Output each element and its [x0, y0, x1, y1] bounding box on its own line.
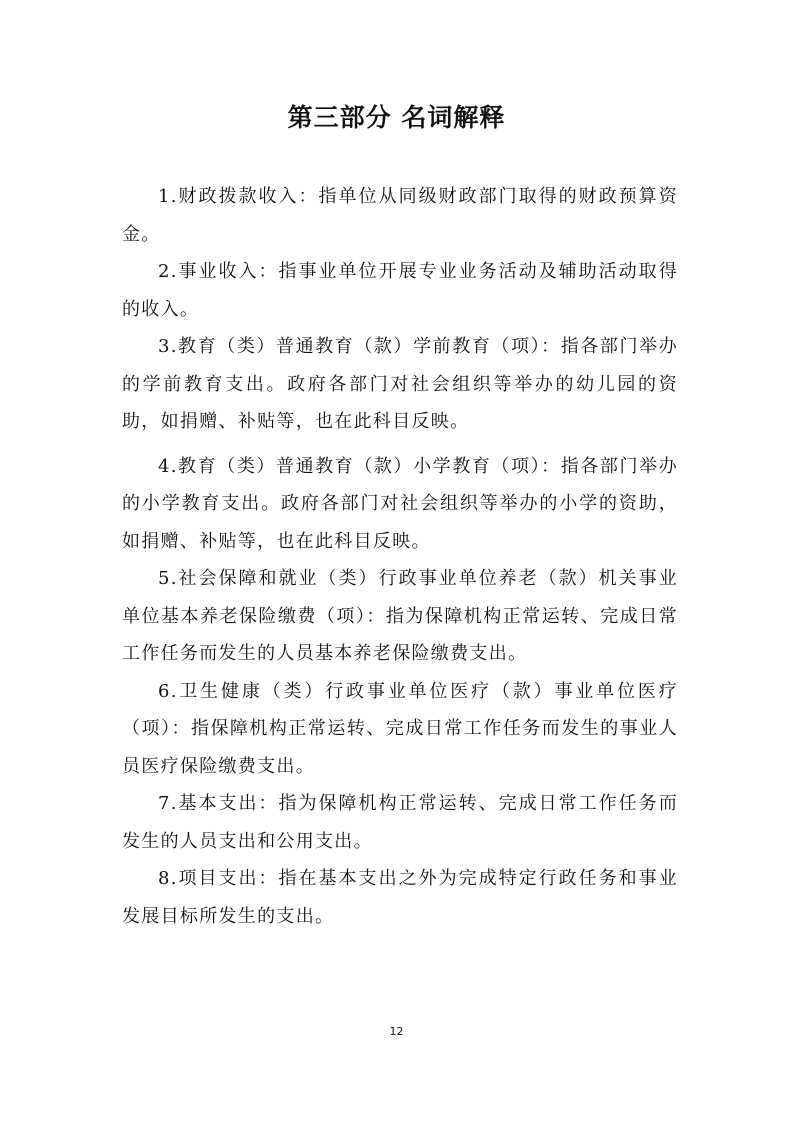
definition-paragraph: 7.基本支出：指为保障机构正常运转、完成日常工作任务而发生的人员支出和公用支出。 — [122, 793, 678, 852]
page-number: 12 — [389, 1025, 404, 1038]
definition-paragraph: 8.项目支出：指在基本支出之外为完成特定行政任务和事业发展目标所发生的支出。 — [122, 868, 678, 927]
definition-paragraph: 6.卫生健康（类）行政事业单位医疗（款）事业单位医疗（项）：指保障机构正常运转、完成日常工作任务而发生的事业人员医疗保险缴费支出。 — [122, 680, 678, 777]
page-title: 第三部分 名词解释 — [287, 103, 506, 132]
definition-paragraph: 2.事业收入：指事业单位开展专业业务活动及辅助活动取得的收入。 — [122, 261, 678, 320]
definition-paragraph: 3.教育（类）普通教育（款）学前教育（项）：指各部门举办的学前教育支出。政府各部门对社会组织等举办的幼儿园的资助，如捐赠、补贴等，也在此科目反映。 — [122, 336, 678, 432]
definition-paragraph: 4.教育（类）普通教育（款）小学教育（项）：指各部门举办的小学教育支出。政府各部门对社会组织等举办的小学的资助，如捐赠、补贴等，也在此科目反映。 — [122, 455, 678, 552]
definition-paragraph: 5.社会保障和就业（类）行政事业单位养老（款）机关事业单位基本养老保险缴费（项）：指为保障机构正常运转、完成日常工作任务而发生的人员基本养老保险缴费支出。 — [122, 568, 678, 664]
definitions-body — [122, 178, 678, 935]
definition-paragraph: 1.财政拨款收入：指单位从同级财政部门取得的财政预算资金。 — [122, 186, 678, 245]
